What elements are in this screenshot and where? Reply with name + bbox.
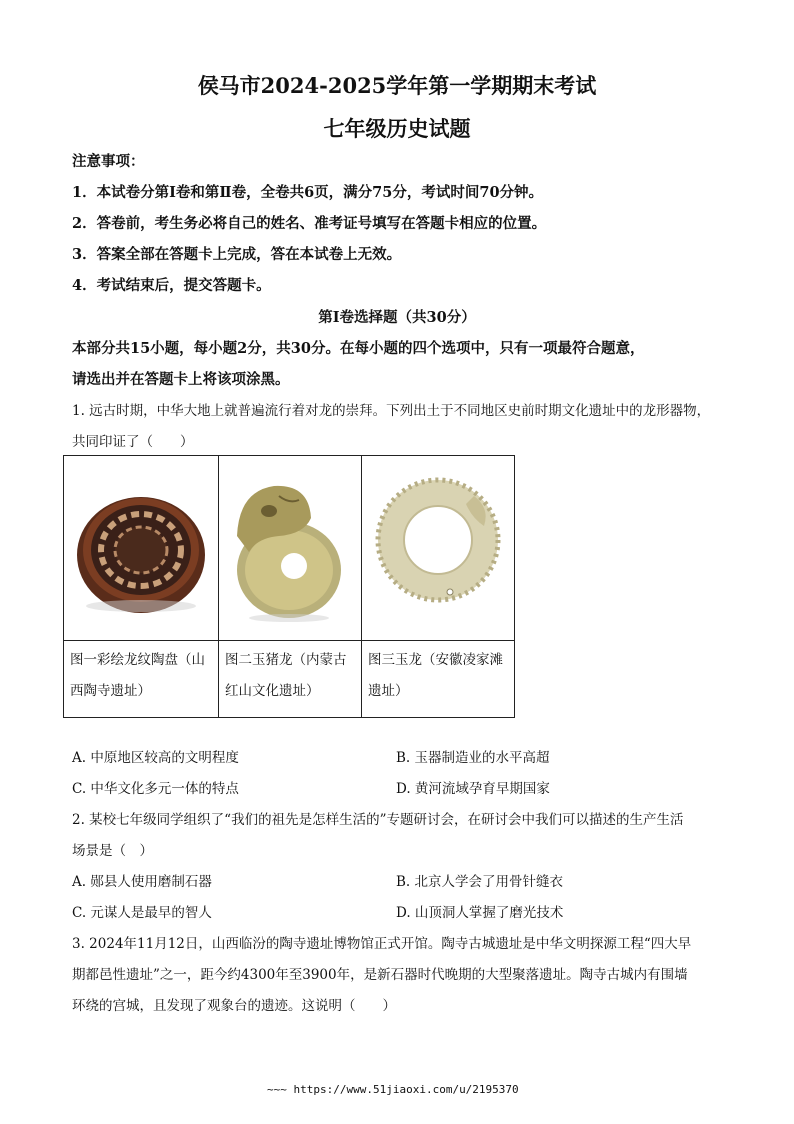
question-2-stem: 场景是（ ） [72, 843, 153, 859]
question-1-stem: 共同印证了（ ） [72, 434, 194, 450]
section-instructions: 本部分共15小题，每小题2分，共30分。在每小题的四个选项中，只有一项最符合题意， [72, 340, 645, 357]
option-d: D. 山顶洞人掌握了磨光技术 [396, 905, 564, 921]
question-1-stem: 1. 远古时期，中华大地上就普遍流行着对龙的崇拜。下列出土于不同地区史前时期文化遗址中的龙形器物， [72, 403, 711, 419]
section-heading: 第Ⅰ卷选择题（共30分） [318, 309, 476, 326]
figure-1-cell [64, 456, 219, 641]
option-d: D. 黄河流域孕育早期国家 [396, 781, 550, 797]
notice-item: 1．本试卷分第Ⅰ卷和第Ⅱ卷，全卷共6页，满分75分，考试时间70分钟。 [72, 184, 544, 201]
page-subtitle: 七年级历史试题 [323, 116, 471, 141]
question-2-stem: 2. 某校七年级同学组织了“我们的祖先是怎样生活的”专题研讨会，在研讨会中我们可以描述的生产生活 [72, 812, 684, 828]
page-title: 侯马市2024-2025学年第一学期期末考试 [197, 73, 597, 98]
notice-item: 4．考试结束后，提交答题卡。 [72, 277, 271, 294]
footer-prefix: ~~~ [267, 1083, 287, 1096]
figure-3-cell [362, 456, 515, 641]
question-3-stem: 3. 2024年11月12日，山西临汾的陶寺遗址博物馆正式开馆。陶寺古城遗址是中华文明探源工程“四大早 [72, 936, 692, 952]
jade-pig-dragon-image [219, 456, 361, 636]
figure-2-cell [219, 456, 362, 641]
figure-table [63, 455, 515, 718]
option-a: A. 郧县人使用磨制石器 [72, 874, 212, 890]
section-instructions: 请选出并在答题卡上将该项涂黑。 [72, 371, 290, 388]
painted-dragon-plate-image [64, 456, 218, 636]
option-a: A. 中原地区较高的文明程度 [72, 750, 239, 766]
notice-item: 2．答卷前，考生务必将自己的姓名、准考证号填写在答题卡相应的位置。 [72, 215, 547, 232]
figure-3-caption: 图三玉龙（安徽凌家滩遗址） [362, 641, 515, 718]
question-3-stem: 环绕的宫城，且发现了观象台的遗迹。这说明（ ） [72, 998, 396, 1014]
notice-item: 3．答案全部在答题卡上完成，答在本试卷上无效。 [72, 246, 402, 263]
figure-1-caption: 图一彩绘龙纹陶盘（山西陶寺遗址） [64, 641, 219, 718]
notice-heading: 注意事项： [72, 153, 145, 170]
question-3-stem: 期都邑性遗址”之一，距今约4300年至3900年，是新石器时代晚期的大型聚落遗址。陶寺古城内有围墙 [72, 967, 688, 983]
footer-url[interactable]: https://www.51jiaoxi.com/u/2195370 [293, 1083, 519, 1096]
option-b: B. 北京人学会了用骨针缝衣 [396, 874, 564, 890]
figure-2-caption: 图二玉猪龙（内蒙古红山文化遗址） [219, 641, 362, 718]
option-b: B. 玉器制造业的水平高超 [396, 750, 550, 766]
footer-watermark [267, 1083, 519, 1096]
option-c: C. 元谋人是最早的智人 [72, 905, 212, 921]
jade-dragon-ring-image [362, 456, 514, 636]
option-c: C. 中华文化多元一体的特点 [72, 781, 239, 797]
